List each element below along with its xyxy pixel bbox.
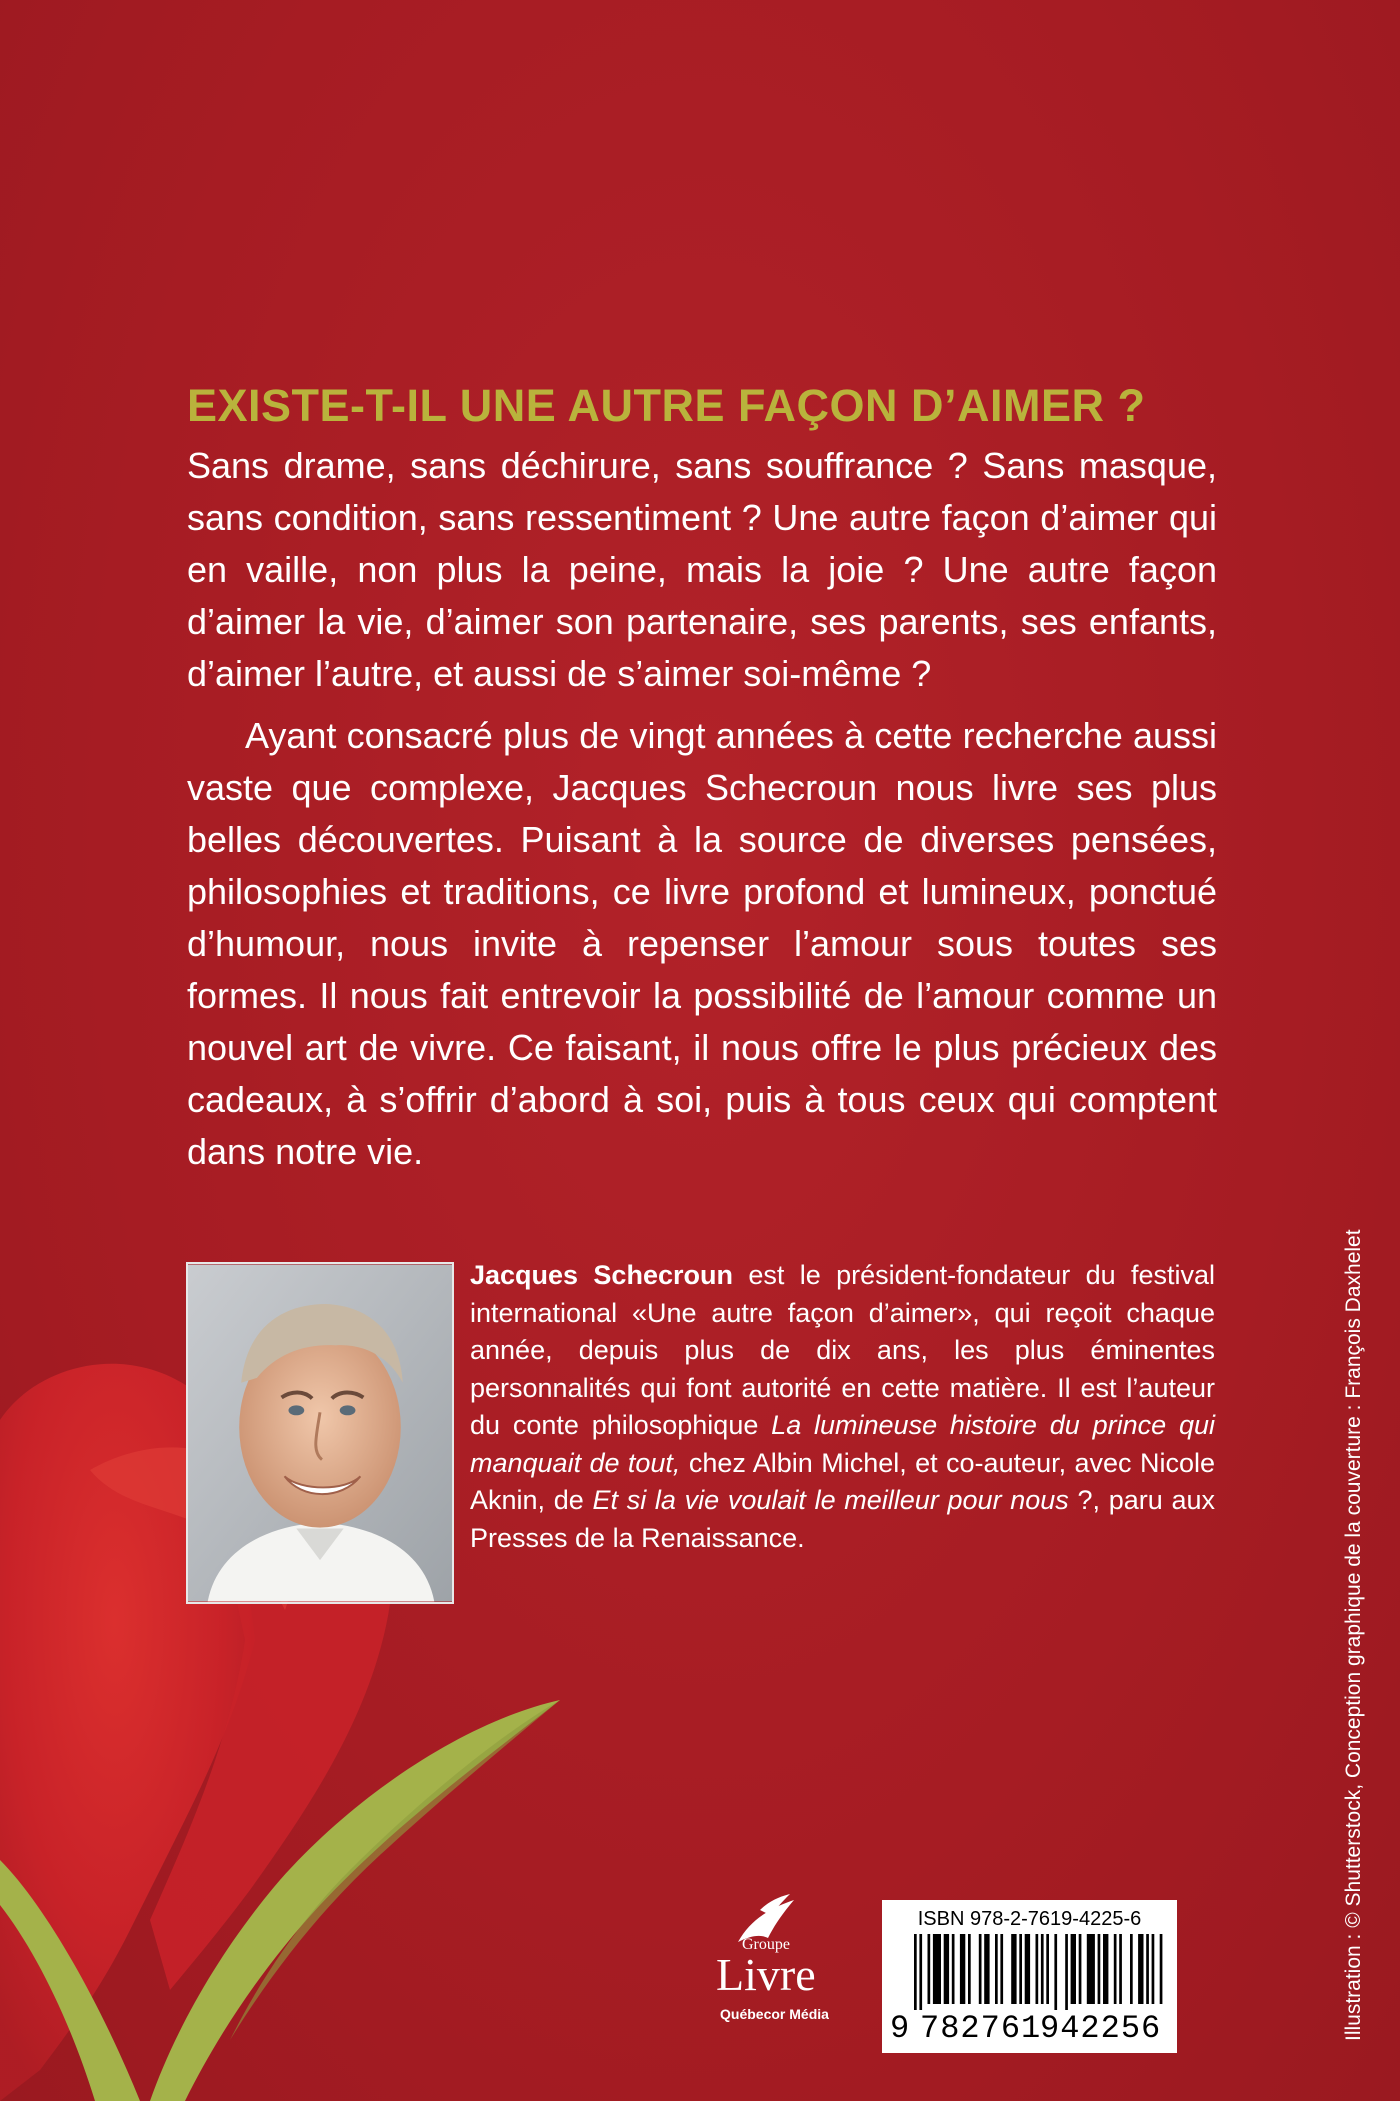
author-name: Jacques Schecroun	[470, 1260, 733, 1290]
barcode-lead-digit: 9	[890, 2010, 910, 2047]
barcode-bar	[1025, 1934, 1030, 2004]
barcode-bar	[1071, 1934, 1076, 2004]
barcode-bar	[1087, 1934, 1095, 2004]
barcode-bar	[1146, 1934, 1149, 2004]
isbn-label: ISBN 978-2-7619-4225-6	[917, 1908, 1142, 1930]
barcode-digits	[892, 2010, 1167, 2048]
barcode-bar	[1000, 1934, 1003, 2004]
bio-text: chez Albin Michel, et co-auteur, avec Nicole Aknin, de	[470, 1447, 1215, 1515]
barcode-bar	[995, 1934, 998, 2004]
barcode-bar	[1098, 1934, 1101, 2004]
barcode-lines	[892, 1934, 1167, 2010]
author-portrait	[188, 1264, 452, 1602]
barcode-bar	[1152, 1934, 1155, 2004]
barcode-bar	[1114, 1934, 1117, 2004]
author-photo	[186, 1262, 454, 1604]
publisher-logo	[690, 1890, 840, 2040]
barcode-bar	[1065, 1934, 1068, 2010]
barcode-bar	[1019, 1934, 1022, 2004]
publisher-subtitle: Québecor Média	[720, 2006, 829, 2022]
description-paragraph: Ayant consacré plus de vingt années à cette recherche aussi vaste que complexe, Jacques Schecroun nous livre ses plus belles découvertes. Puisant à la source de diverses pensées, philosophies et traditions, ce livre profond et lumineux, ponctué d’humour, nous invite à repenser l’amour sous toutes ses formes. Il nous fait entrevoir la possibilité de l’amour comme un nouvel art de vivre. Ce faisant, il nous offre le plus précieux des cadeaux, à s’offrir d’abord à soi, puis à tous ceux qui comptent dans notre vie.	[187, 715, 1217, 1172]
illustration-credit: Illustration : © Shutterstock, Conception graphique de la couverture : François Daxhelet	[1342, 1229, 1365, 2041]
bio-text: ?, paru aux Presses de la Renaissance.	[470, 1485, 1216, 1553]
barcode-bar	[1138, 1934, 1143, 2004]
barcode-bar	[1079, 1934, 1082, 2004]
barcode-bar	[919, 1934, 922, 2010]
barcode-bar	[1046, 1934, 1049, 2004]
barcode-bar	[1011, 1934, 1016, 2004]
barcode-bar	[1041, 1934, 1044, 2004]
barcode-group-left: 782761	[920, 2010, 1042, 2047]
barcode-bar	[979, 1934, 982, 2004]
author-bio	[470, 1257, 1215, 1557]
barcode-bars	[892, 1934, 1167, 2010]
barcode	[882, 1900, 1177, 2053]
barcode-bar	[968, 1934, 971, 2004]
barcode-bar	[1036, 1934, 1039, 2004]
barcode-bar	[944, 1934, 949, 2004]
headline: EXISTE-T-IL UNE AUTRE FAÇON D’AIMER ?	[187, 380, 1146, 431]
description	[187, 440, 1217, 1188]
book-title: La lumineuse histoire du prince qui manquait de tout,	[470, 1410, 1215, 1478]
barcode-bar	[960, 1934, 965, 2004]
bio-text: est le président-fondateur du festival international «Une autre façon d’aimer», qui reçoit chaque année, depuis plus de dix ans, les plus éminentes personnalités qui font autorité en cette matière. Il est l’auteur du conte philosophique	[470, 1260, 1215, 1440]
barcode-bar	[928, 1934, 931, 2004]
barcode-bar	[914, 1934, 917, 2010]
barcode-bar	[1130, 1934, 1133, 2004]
barcode-bar	[984, 1934, 989, 2004]
barcode-bar	[933, 1934, 941, 2004]
book-title: Et si la vie voulait le meilleur pour nous	[592, 1485, 1069, 1515]
barcode-bar	[1160, 1934, 1163, 2004]
barcode-bar	[1054, 1934, 1057, 2010]
publisher-name: Livre	[716, 1949, 816, 2000]
barcode-bar	[1103, 1934, 1108, 2004]
barcode-group-right: 942256	[1040, 2010, 1162, 2047]
publisher-group: Groupe	[742, 1936, 790, 1953]
barcode-bar	[1119, 1934, 1122, 2004]
barcode-bar	[952, 1934, 955, 2004]
description-paragraph: Sans drame, sans déchirure, sans souffrance ? Sans masque, sans condition, sans ressentiment ? Une autre façon d’aimer qui en vaille, non plus la peine, mais la joie ? Une autre façon d’aimer la vie, d’aimer son partenaire, ses parents, ses enfants, d’aimer l’autre, et aussi de s’aimer soi-même ?	[187, 445, 1217, 694]
